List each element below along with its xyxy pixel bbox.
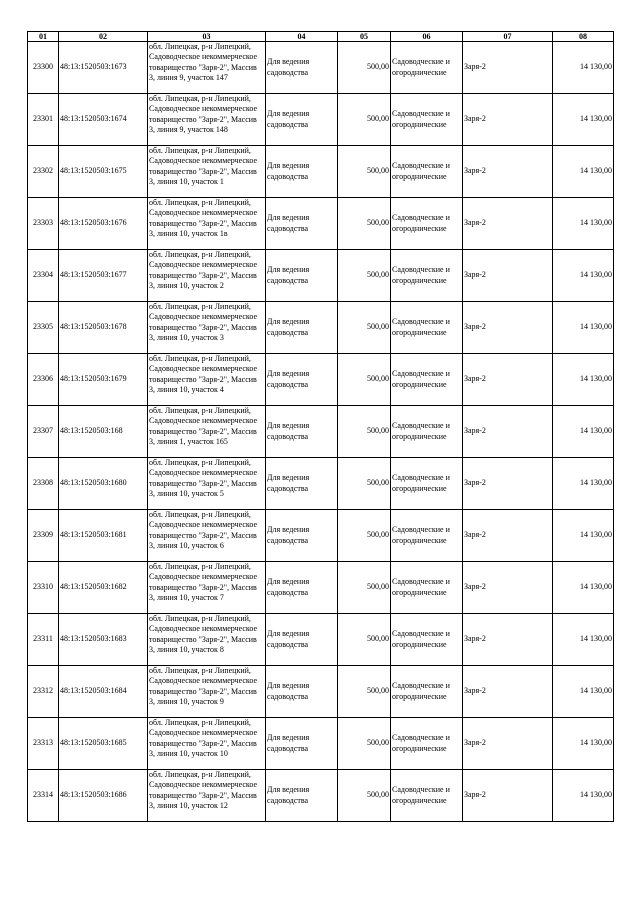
cadastral-value-cell: 14 130,00	[553, 198, 614, 250]
cadastral-value-cell: 14 130,00	[553, 562, 614, 614]
address-text: обл. Липецкая, р-н Липецкий, Садоводческое некоммерческое товарищество "Заря-2", Массив 3, линия 10, участок 10	[149, 718, 258, 758]
area-cell: 500,00	[338, 614, 391, 666]
column-header-07: 07	[463, 32, 553, 42]
locality-cell: Заря-2	[463, 458, 553, 510]
land-use-cell: Для ведения садоводства	[266, 42, 338, 94]
land-use-cell: Для ведения садоводства	[266, 718, 338, 770]
address-cell	[148, 406, 266, 458]
cadastral-number-cell: 48:13:1520503:1675	[59, 146, 148, 198]
table-row	[28, 614, 614, 666]
area-cell: 500,00	[338, 94, 391, 146]
locality-cell: Заря-2	[463, 250, 553, 302]
cadastral-value-cell: 14 130,00	[553, 354, 614, 406]
cadastral-number-cell: 48:13:1520503:1685	[59, 718, 148, 770]
locality-cell: Заря-2	[463, 614, 553, 666]
row-number-cell: 23308	[28, 458, 59, 510]
cadastral-value-cell: 14 130,00	[553, 718, 614, 770]
address-cell	[148, 770, 266, 822]
column-header-06: 06	[391, 32, 463, 42]
cadastral-number-cell: 48:13:1520503:1674	[59, 94, 148, 146]
area-cell: 500,00	[338, 666, 391, 718]
table-row	[28, 198, 614, 250]
address-cell	[148, 250, 266, 302]
category-cell: Садоводческие и огороднические	[391, 666, 463, 718]
area-cell: 500,00	[338, 458, 391, 510]
address-text: обл. Липецкая, р-н Липецкий, Садоводческое некоммерческое товарищество "Заря-2", Массив 3, линия 10, участок 1	[149, 146, 258, 186]
locality-cell: Заря-2	[463, 510, 553, 562]
table-row	[28, 250, 614, 302]
address-cell	[148, 354, 266, 406]
locality-cell: Заря-2	[463, 94, 553, 146]
address-text: обл. Липецкая, р-н Липецкий, Садоводческое некоммерческое товарищество "Заря-2", Массив 3, линия 1, участок 165	[149, 406, 258, 446]
area-cell: 500,00	[338, 354, 391, 406]
address-text: обл. Липецкая, р-н Липецкий, Садоводческое некоммерческое товарищество "Заря-2", Массив 3, линия 10, участок 12	[149, 770, 258, 810]
address-cell	[148, 614, 266, 666]
column-header-04: 04	[266, 32, 338, 42]
cadastral-value-cell: 14 130,00	[553, 406, 614, 458]
cadastral-number-cell: 48:13:1520503:1682	[59, 562, 148, 614]
row-number-cell: 23302	[28, 146, 59, 198]
column-header-05: 05	[338, 32, 391, 42]
area-cell: 500,00	[338, 718, 391, 770]
cadastral-number-cell: 48:13:1520503:1676	[59, 198, 148, 250]
area-cell: 500,00	[338, 302, 391, 354]
land-use-cell: Для ведения садоводства	[266, 510, 338, 562]
area-cell: 500,00	[338, 510, 391, 562]
table-row	[28, 42, 614, 94]
table-row	[28, 770, 614, 822]
cadastral-value-cell: 14 130,00	[553, 302, 614, 354]
land-use-cell: Для ведения садоводства	[266, 94, 338, 146]
land-use-cell: Для ведения садоводства	[266, 198, 338, 250]
cadastral-value-cell: 14 130,00	[553, 94, 614, 146]
category-cell: Садоводческие и огороднические	[391, 614, 463, 666]
category-cell: Садоводческие и огороднические	[391, 302, 463, 354]
category-cell: Садоводческие и огороднические	[391, 718, 463, 770]
address-cell	[148, 198, 266, 250]
category-cell: Садоводческие и огороднические	[391, 406, 463, 458]
land-use-cell: Для ведения садоводства	[266, 562, 338, 614]
land-use-cell: Для ведения садоводства	[266, 770, 338, 822]
table-row	[28, 666, 614, 718]
address-cell	[148, 146, 266, 198]
column-header-08: 08	[553, 32, 614, 42]
column-header-01: 01	[28, 32, 59, 42]
cadastral-number-cell: 48:13:1520503:1683	[59, 614, 148, 666]
row-number-cell: 23305	[28, 302, 59, 354]
locality-cell: Заря-2	[463, 354, 553, 406]
area-cell: 500,00	[338, 250, 391, 302]
category-cell: Садоводческие и огороднические	[391, 458, 463, 510]
address-text: обл. Липецкая, р-н Липецкий, Садоводческое некоммерческое товарищество "Заря-2", Массив 3, линия 10, участок 5	[149, 458, 258, 498]
category-cell: Садоводческие и огороднические	[391, 198, 463, 250]
locality-cell: Заря-2	[463, 770, 553, 822]
table-row	[28, 354, 614, 406]
category-cell: Садоводческие и огороднические	[391, 250, 463, 302]
row-number-cell: 23304	[28, 250, 59, 302]
land-use-cell: Для ведения садоводства	[266, 250, 338, 302]
address-cell	[148, 458, 266, 510]
area-cell: 500,00	[338, 406, 391, 458]
address-cell	[148, 510, 266, 562]
address-text: обл. Липецкая, р-н Липецкий, Садоводческое некоммерческое товарищество "Заря-2", Массив 3, линия 9, участок 148	[149, 94, 258, 134]
row-number-cell: 23306	[28, 354, 59, 406]
locality-cell: Заря-2	[463, 718, 553, 770]
address-text: обл. Липецкая, р-н Липецкий, Садоводческое некоммерческое товарищество "Заря-2", Массив 3, линия 10, участок 1в	[149, 198, 258, 238]
area-cell: 500,00	[338, 42, 391, 94]
column-header-02: 02	[59, 32, 148, 42]
row-number-cell: 23311	[28, 614, 59, 666]
land-use-cell: Для ведения садоводства	[266, 406, 338, 458]
locality-cell: Заря-2	[463, 666, 553, 718]
cadastral-value-cell: 14 130,00	[553, 666, 614, 718]
table-row	[28, 146, 614, 198]
table-row	[28, 510, 614, 562]
area-cell: 500,00	[338, 562, 391, 614]
land-use-cell: Для ведения садоводства	[266, 354, 338, 406]
cadastral-number-cell: 48:13:1520503:1678	[59, 302, 148, 354]
address-cell	[148, 42, 266, 94]
cadastral-value-cell: 14 130,00	[553, 770, 614, 822]
table-row	[28, 94, 614, 146]
header-row	[28, 32, 614, 42]
address-text: обл. Липецкая, р-н Липецкий, Садоводческое некоммерческое товарищество "Заря-2", Массив 3, линия 10, участок 8	[149, 614, 258, 654]
table-row	[28, 562, 614, 614]
address-text: обл. Липецкая, р-н Липецкий, Садоводческое некоммерческое товарищество "Заря-2", Массив 3, линия 10, участок 9	[149, 666, 258, 706]
row-number-cell: 23312	[28, 666, 59, 718]
category-cell: Садоводческие и огороднические	[391, 146, 463, 198]
address-cell	[148, 718, 266, 770]
address-text: обл. Липецкая, р-н Липецкий, Садоводческое некоммерческое товарищество "Заря-2", Массив 3, линия 10, участок 2	[149, 250, 258, 290]
area-cell: 500,00	[338, 198, 391, 250]
locality-cell: Заря-2	[463, 146, 553, 198]
area-cell: 500,00	[338, 770, 391, 822]
address-text: обл. Липецкая, р-н Липецкий, Садоводческое некоммерческое товарищество "Заря-2", Массив 3, линия 9, участок 147	[149, 42, 258, 82]
column-header-03: 03	[148, 32, 266, 42]
address-text: обл. Липецкая, р-н Липецкий, Садоводческое некоммерческое товарищество "Заря-2", Массив 3, линия 10, участок 6	[149, 510, 258, 550]
address-text: обл. Липецкая, р-н Липецкий, Садоводческое некоммерческое товарищество "Заря-2", Массив 3, линия 10, участок 7	[149, 562, 258, 602]
table-row	[28, 458, 614, 510]
cadastral-value-cell: 14 130,00	[553, 146, 614, 198]
row-number-cell: 23309	[28, 510, 59, 562]
address-cell	[148, 666, 266, 718]
category-cell: Садоводческие и огороднические	[391, 94, 463, 146]
land-use-cell: Для ведения садоводства	[266, 302, 338, 354]
land-use-cell: Для ведения садоводства	[266, 614, 338, 666]
cadastral-number-cell: 48:13:1520503:1677	[59, 250, 148, 302]
land-use-cell: Для ведения садоводства	[266, 666, 338, 718]
category-cell: Садоводческие и огороднические	[391, 562, 463, 614]
locality-cell: Заря-2	[463, 562, 553, 614]
address-text: обл. Липецкая, р-н Липецкий, Садоводческое некоммерческое товарищество "Заря-2", Массив 3, линия 10, участок 4	[149, 354, 258, 394]
cadastral-value-cell: 14 130,00	[553, 614, 614, 666]
row-number-cell: 23313	[28, 718, 59, 770]
address-cell	[148, 94, 266, 146]
category-cell: Садоводческие и огороднические	[391, 770, 463, 822]
land-plots-table	[27, 31, 614, 822]
cadastral-value-cell: 14 130,00	[553, 458, 614, 510]
row-number-cell: 23314	[28, 770, 59, 822]
land-use-cell: Для ведения садоводства	[266, 146, 338, 198]
cadastral-value-cell: 14 130,00	[553, 510, 614, 562]
land-use-cell: Для ведения садоводства	[266, 458, 338, 510]
locality-cell: Заря-2	[463, 302, 553, 354]
cadastral-number-cell: 48:13:1520503:1681	[59, 510, 148, 562]
table-row	[28, 718, 614, 770]
cadastral-number-cell: 48:13:1520503:1673	[59, 42, 148, 94]
cadastral-value-cell: 14 130,00	[553, 42, 614, 94]
cadastral-number-cell: 48:13:1520503:1684	[59, 666, 148, 718]
category-cell: Садоводческие и огороднические	[391, 510, 463, 562]
table-row	[28, 406, 614, 458]
cadastral-value-cell: 14 130,00	[553, 250, 614, 302]
cadastral-number-cell: 48:13:1520503:1686	[59, 770, 148, 822]
row-number-cell: 23300	[28, 42, 59, 94]
address-cell	[148, 302, 266, 354]
category-cell: Садоводческие и огороднические	[391, 42, 463, 94]
locality-cell: Заря-2	[463, 42, 553, 94]
row-number-cell: 23303	[28, 198, 59, 250]
row-number-cell: 23307	[28, 406, 59, 458]
cadastral-number-cell: 48:13:1520503:1680	[59, 458, 148, 510]
category-cell: Садоводческие и огороднические	[391, 354, 463, 406]
cadastral-number-cell: 48:13:1520503:1679	[59, 354, 148, 406]
cadastral-number-cell: 48:13:1520503:168	[59, 406, 148, 458]
address-text: обл. Липецкая, р-н Липецкий, Садоводческое некоммерческое товарищество "Заря-2", Массив 3, линия 10, участок 3	[149, 302, 258, 342]
address-cell	[148, 562, 266, 614]
area-cell: 500,00	[338, 146, 391, 198]
table-row	[28, 302, 614, 354]
locality-cell: Заря-2	[463, 406, 553, 458]
row-number-cell: 23310	[28, 562, 59, 614]
row-number-cell: 23301	[28, 94, 59, 146]
locality-cell: Заря-2	[463, 198, 553, 250]
